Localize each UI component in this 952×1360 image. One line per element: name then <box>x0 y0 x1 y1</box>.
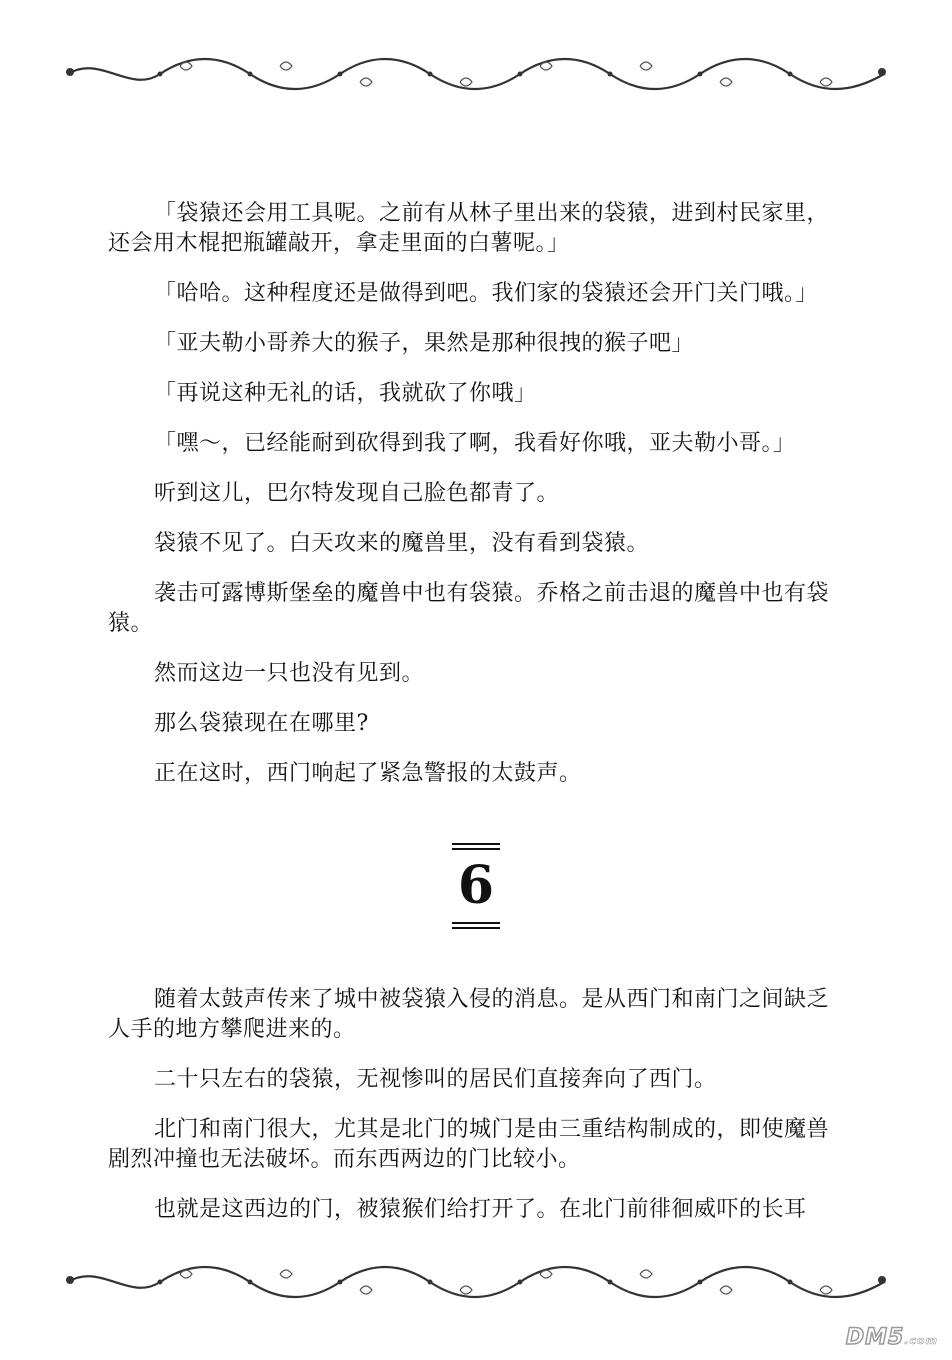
ornamental-border-top <box>60 52 892 92</box>
watermark-suffix: .com <box>904 1334 938 1347</box>
paragraph: 「再说这种无礼的话，我就砍了你哦」 <box>154 381 537 406</box>
paragraph: 「亚夫勒小哥养大的猴子，果然是那种很拽的猴子吧」 <box>154 331 695 356</box>
watermark-text: DM5 <box>845 1325 905 1350</box>
body-text-bottom <box>108 985 848 1245</box>
site-watermark <box>846 1325 938 1350</box>
paragraph: 袋猿不见了。白天攻来的魔兽里，没有看到袋猿。 <box>154 531 650 556</box>
paragraph: 然而这边一只也没有见到。 <box>154 661 425 686</box>
chapter-rule-top <box>452 843 500 845</box>
paragraph: 听到这儿，巴尔特发现自己脸色都青了。 <box>154 481 560 506</box>
paragraph: 「袋猿还会用工具呢。之前有从林子里出来的袋猿，进到村民家里，还会用木棍把瓶罐敲开，拿走里面的白薯呢。」 <box>108 201 830 256</box>
paragraph: 二十只左右的袋猿，无视惨叫的居民们直接奔向了西门。 <box>154 1067 717 1092</box>
paragraph: 「嘿～，已经能耐到砍得到我了啊，我看好你哦，亚夫勒小哥。」 <box>154 431 796 456</box>
paragraph: 正在这时，西门响起了紧急警报的太鼓声。 <box>154 761 582 786</box>
paragraph: 随着太鼓声传来了城中被袋猿入侵的消息。是从西门和南门之间缺乏人手的地方攀爬进来的。 <box>108 987 830 1042</box>
chapter-rule-top <box>452 848 500 850</box>
paragraph: 袭击可露博斯堡垒的魔兽中也有袋猿。乔格之前击退的魔兽中也有袋猿。 <box>108 581 830 636</box>
chapter-rule-bottom <box>452 927 500 929</box>
ornamental-border-bottom <box>60 1262 892 1302</box>
paragraph: 也就是这西边的门，被猿猴们给打开了。在北门前徘徊威吓的长耳 <box>154 1197 807 1222</box>
chapter-heading <box>452 840 500 932</box>
chapter-number: 6 <box>457 855 495 916</box>
paragraph: 北门和南门很大，尤其是北门的城门是由三重结构制成的，即使魔兽剧烈冲撞也无法破坏。而东西两边的门比较小。 <box>108 1117 830 1172</box>
body-text-top <box>108 199 848 809</box>
paragraph: 那么袋猿现在在哪里? <box>154 711 369 736</box>
chapter-rule-bottom <box>452 922 500 924</box>
paragraph: 「哈哈。这种程度还是做得到吧。我们家的袋猿还会开门关门哦。」 <box>154 281 819 306</box>
